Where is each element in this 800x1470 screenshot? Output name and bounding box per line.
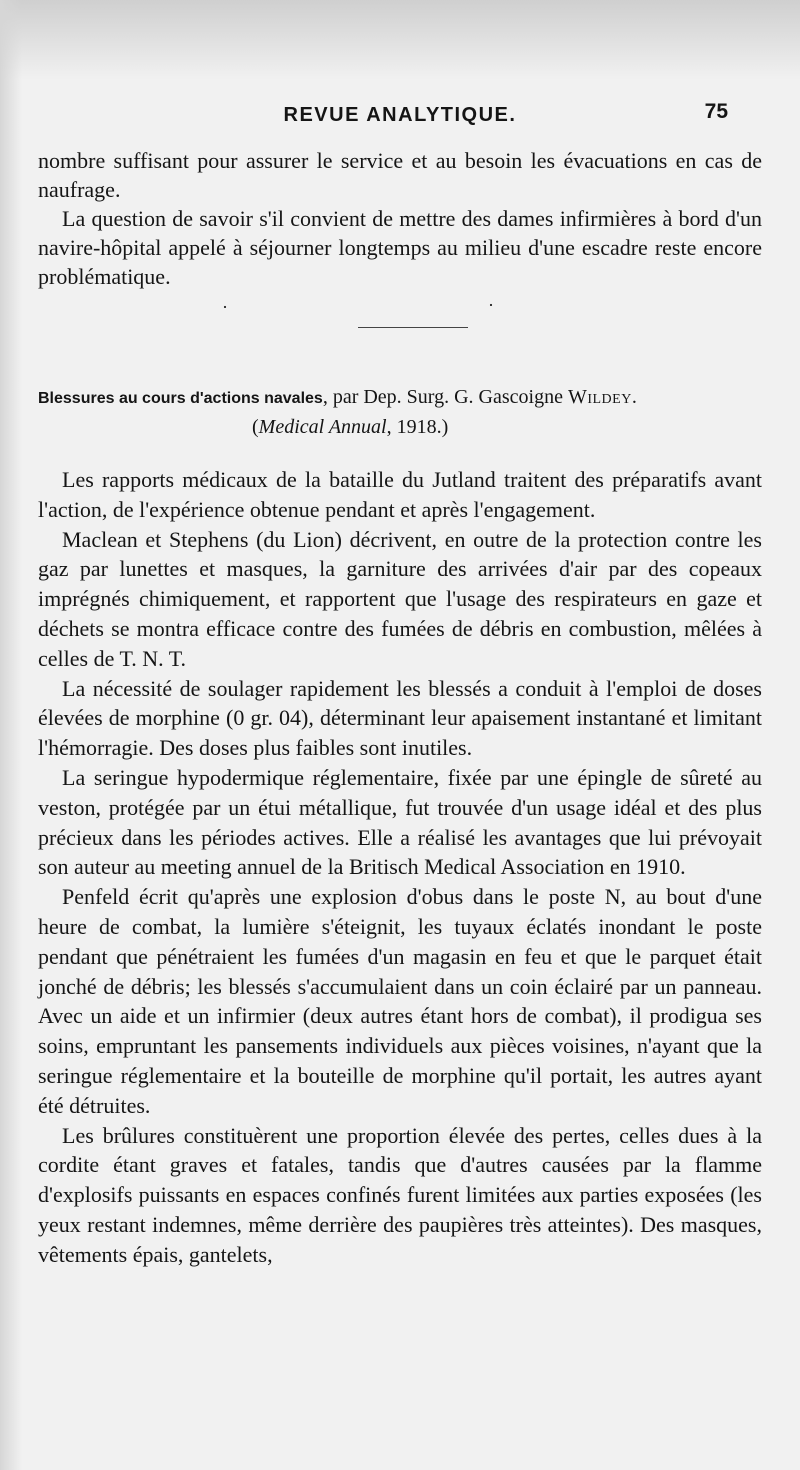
- source-open-paren: (: [252, 416, 259, 438]
- article-source: [38, 413, 762, 441]
- body-paragraph: Les rapports médicaux de la bataille du Jutland traitent des préparatifs avant l'action, de l'expérience obtenue pendant et après l'engagement.: [38, 467, 762, 522]
- source-year: , 1918.): [386, 416, 449, 438]
- divider-dot: ·: [488, 295, 494, 315]
- divider-dot: ·: [222, 297, 228, 317]
- body-paragraph: Les brûlures constituèrent une proportion élevée des pertes, celles dues à la cordite étant graves et fatales, tandis que d'autres causées par la flamme d'explosifs puissants en espaces confinés furent limitées aux parties exposées (les yeux restant indemnes, même derrière des paupières très atteintes). Des masques, vêtements épais, gantelets,: [38, 1122, 762, 1267]
- article-author: Wildey.: [567, 386, 638, 408]
- intro-text: [38, 146, 762, 291]
- source-journal: Medical Annual: [258, 416, 387, 438]
- body-paragraph: Maclean et Stephens (du Lion) décrivent, en outre de la protection contre les gaz par lunettes et masques, la garniture des arrivées d'air par des copeaux imprégnés chimiquement, et rapportent que l'usage des respirateurs en gaze et déchets se montra efficace contre des fumées de débris en combustion, mêlées à celles de T. N. T.: [38, 526, 762, 671]
- section-divider: [38, 291, 762, 383]
- scan-gutter-shadow: [0, 0, 22, 1470]
- divider-rule: [358, 327, 468, 328]
- body-paragraph: La seringue hypodermique réglementaire, fixée par une épingle de sûreté au veston, protégée par un étui métallique, fut trouvée d'un usage idéal et des plus précieux dans les périodes actives. Elle a réalisé les avantages que lui prévoyait son auteur au meeting annuel de la Britisch Medical Association en 1910.: [38, 764, 762, 880]
- article-heading: [38, 383, 762, 441]
- intro-paragraph: La question de savoir s'il convient de mettre des dames infirmières à bord d'un navire-hôpital appelé à séjourner longtemps au milieu d'une escadre reste encore problématique.: [38, 206, 762, 289]
- running-head: [38, 96, 762, 132]
- scan-edge-shadow: [0, 0, 800, 80]
- body-paragraph: Penfeld écrit qu'après une explosion d'obus dans le poste N, au bout d'une heure de combat, la lumière s'éteignit, les tuyaux éclatés inondant le poste pendant que pénétraient les fumées d'un magasin en feu et que le parquet était jonché de débris; les blessés s'accumulaient dans un coin éclairé par un panneau. Avec un aide et un infirmier (deux autres étant hors de combat), il prodigua ses soins, empruntant les pansements individuels aux pièces voisines, n'ayant que la seringue réglementaire et la bouteille de morphine qu'il portait, les autres ayant été détruites.: [38, 884, 762, 1118]
- body-paragraph: La nécessité de soulager rapidement les blessés a conduit à l'emploi de doses élevées de morphine (0 gr. 04), déterminant leur apaisement instantané et limitant l'hémorragie. Des doses plus faibles sont inutiles.: [38, 675, 762, 761]
- article-title-line: [38, 383, 762, 413]
- running-title: REVUE ANALYTIQUE.: [283, 104, 517, 126]
- article-body: [38, 465, 762, 1270]
- article-byline: , par Dep. Surg. G. Gascoigne: [322, 386, 568, 408]
- article-title: Blessures au cours d'actions navales: [38, 390, 323, 407]
- intro-paragraph-continued: nombre suffisant pour assurer le service et au besoin les évacuations en cas de naufrage.: [38, 148, 762, 202]
- page-number: 75: [704, 100, 728, 123]
